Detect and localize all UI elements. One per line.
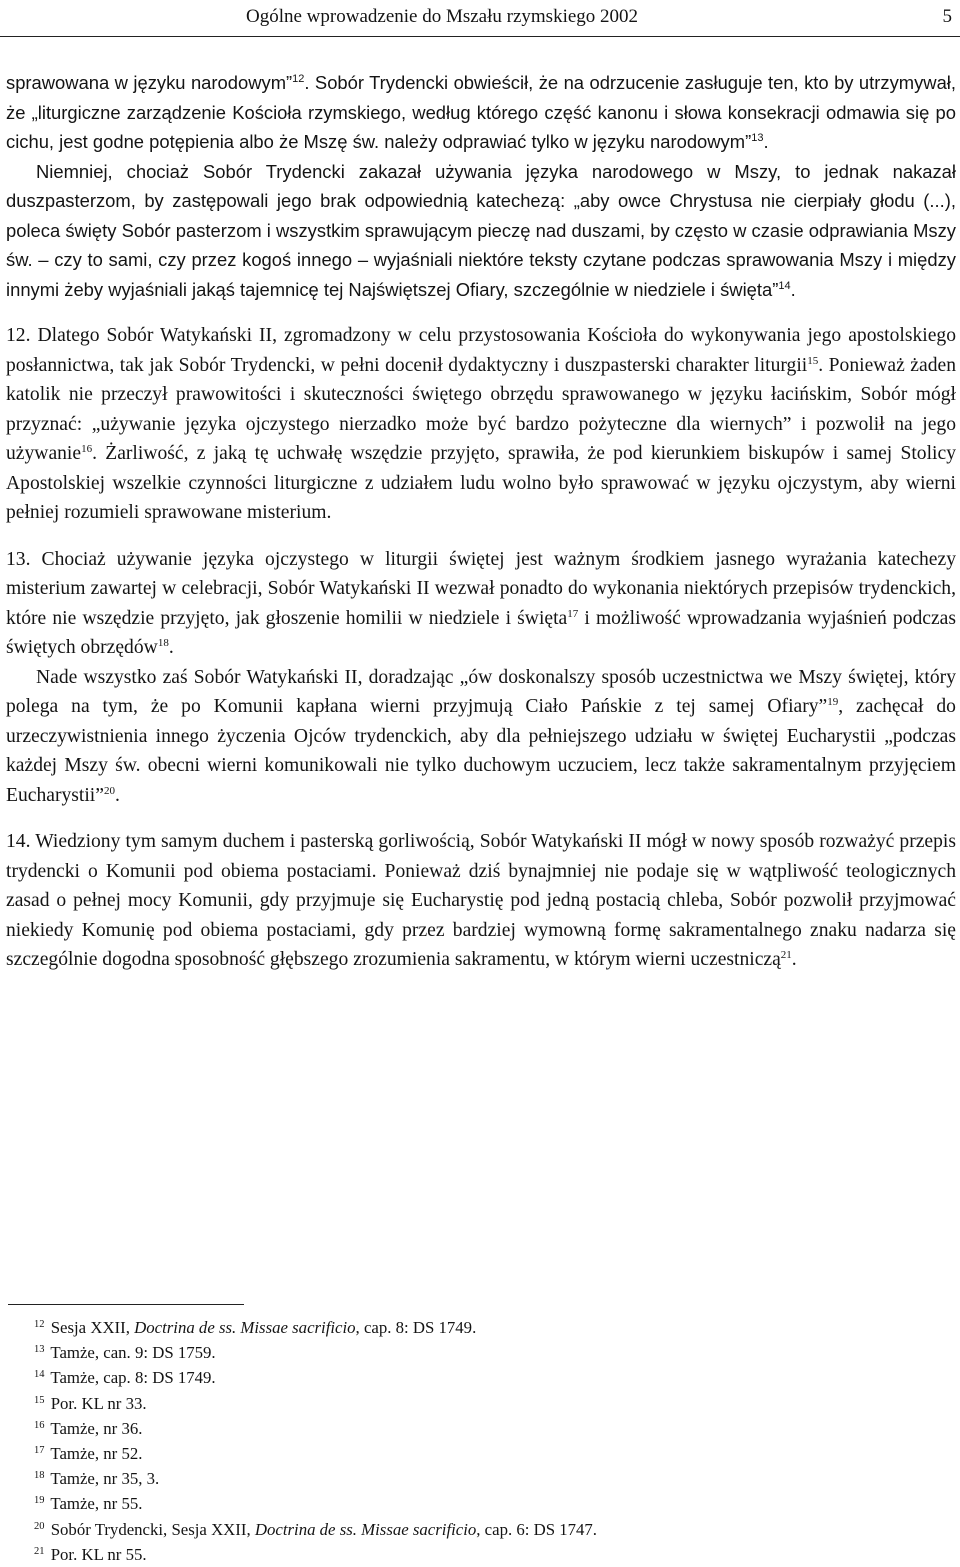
- footnote: [8, 1517, 948, 1542]
- footnote-text: Tamże, nr 55.: [50, 1494, 143, 1514]
- footnote-ref: 12: [292, 73, 305, 85]
- footnote-number: 20: [34, 1520, 45, 1532]
- footnote-number: 18: [34, 1470, 45, 1482]
- paragraph-12: [6, 321, 956, 528]
- footnote-ref: 15: [807, 354, 819, 367]
- footnote-number: 15: [34, 1394, 45, 1406]
- text: .: [790, 278, 796, 300]
- footnote-number: 17: [34, 1445, 45, 1457]
- text: 12. Dlatego Sobór Watykański II, zgromadzony w celu przystosowania Kościoła do wykonywania jego apostolskiego posłannictwa, tak jak Sobór Trydencki, w pełni docenił dydaktyczny i duszpasterski charakter liturgii: [6, 325, 956, 376]
- footnote-number: 14: [34, 1369, 45, 1381]
- footnote-number: 16: [34, 1419, 45, 1431]
- footnote-text: Tamże, nr 52.: [50, 1444, 143, 1464]
- footnote-ref: 20: [103, 784, 115, 797]
- footnote-number: 13: [34, 1344, 45, 1356]
- footnote-text: , cap. 8: DS 1749.: [355, 1318, 477, 1337]
- page-number: 5: [942, 6, 952, 27]
- text: .: [114, 784, 120, 806]
- footnote-text: Tamże, can. 9: DS 1759.: [50, 1343, 216, 1363]
- paragraph: [6, 157, 956, 305]
- footnote-text: , cap. 6: DS 1747.: [476, 1519, 598, 1539]
- text: sprawowana w języku narodowym”: [6, 72, 293, 93]
- footnote-ref: 17: [567, 607, 579, 620]
- text: i możliwość wprowadzania wyjaśnień podczas świętych obrzędów: [6, 607, 957, 658]
- text: , zachęcał do urzeczywistnienia innego życzenia Ojców trydenckich, aby dla pełniejszego udziału w świętej Eucharystii „podczas każdej Mszy św. obecni wierni komunikowali nie tylko duchowym uczuciem, lecz także sakramentalnym przyjęciem Eucharystii”: [6, 696, 956, 806]
- footnote-ref: 19: [827, 696, 839, 708]
- footnote-text: Por. KL nr 55.: [50, 1544, 147, 1564]
- footnote-ref: 18: [157, 637, 169, 649]
- text: . Żarliwość, z jaką tę uchwałę wszędzie przyjęto, sprawiła, że pod kierunkiem biskupów i samej Stolicy Apostolskiej wszelkie czynności liturgiczne z udziałem ludu wolno było sprawować w języku ojczystym, aby wierni pełniej rozumieli sprawowane misterium.: [6, 443, 956, 523]
- footnote-ref: 21: [780, 949, 792, 961]
- footnote-title: Doctrina de ss. Missae sacrificio: [254, 1519, 477, 1539]
- footnote: [8, 1542, 948, 1567]
- footnote-text: Tamże, nr 35, 3.: [50, 1469, 160, 1489]
- footnote-ref: 16: [81, 443, 93, 455]
- main-text: [6, 68, 956, 975]
- footnote-ref: 14: [778, 279, 791, 292]
- text: .: [763, 131, 769, 152]
- text: 14. Wiedziony tym samym duchem i pasterską gorliwością, Sobór Watykański II mógł w nowy sposób rozważyć przepis trydencki o Komunii pod obiema postaciami. Ponieważ dziś bynajmniej nie podaje się w wątpliwość teologicznych zasad o pełnej mocy Komunii, gdy przyjmuje się Eucharystię pod jedną postacią chleba, Sobór pozwolił przyjmować niekiedy Komunię pod obiema postaciami, gdy przez bardziej wymowną formę sakramentalnego znaku nadarza się szczególnie dogodna sposobność głębszego zrozumienia sakramentu, w którym wierni uczestniczą: [6, 831, 956, 970]
- paragraph-13: [6, 545, 956, 663]
- footnote: [8, 1315, 948, 1340]
- footnote-number: 19: [34, 1495, 45, 1507]
- footnote: [8, 1491, 948, 1516]
- text: 13. Chociaż używanie języka ojczystego w liturgii świętej jest ważnym środkiem jasnego wyrażania katechezy misterium zawartej w celebracji, Sobór Watykański II wezwał ponadto do wykonania niektórych przepisów trydenckich, które nie wszędzie przyjęto, jak głoszenie homilii w niedziele i święta: [6, 548, 956, 629]
- running-title: Ogólne wprowadzenie do Mszału rzymskiego 2002: [246, 6, 639, 27]
- text: Nade wszystko zaś Sobór Watykański II, doradzając „ów doskonalszy sposób uczestnictwa we Mszy świętej, który polega na tym, że po Komunii kapłana wierni przyjmują Ciało Pańskie z tej samej Ofiary”: [6, 666, 956, 717]
- footnote-text: Tamże, cap. 8: DS 1749.: [50, 1368, 216, 1388]
- text: . Ponieważ żaden katolik nie przeczył prawowitości i skuteczności świętego obrzędu sprawowanego w języku łacińskim, Sobór mógł przyznać: „używanie języka ojczystego nierzadko może być bardzo pożyteczne dla wiernych” i pozwolił na jego używanie: [6, 354, 956, 464]
- text: .: [791, 949, 797, 970]
- footnote: [8, 1441, 948, 1466]
- footnote-text: Sobór Trydencki, Sesja XXII,: [50, 1519, 255, 1539]
- paragraph-14: [6, 827, 956, 975]
- footnote-number: 21: [34, 1545, 45, 1557]
- footnote-text: Sesja XXII,: [50, 1318, 135, 1337]
- text: .: [168, 637, 174, 658]
- paragraph: [6, 663, 956, 811]
- footnote-ref: 13: [751, 132, 764, 144]
- paragraph-continued: [6, 68, 956, 157]
- footnotes: [8, 1315, 948, 1567]
- footnote-text: Tamże, nr 36.: [50, 1418, 143, 1438]
- page-header: [0, 0, 960, 37]
- text: Niemniej, chociaż Sobór Trydencki zakazał używania języka narodowego w Mszy, to jednak nakazał duszpasterzom, by zastępowali jego brak odpowiednią katechezą: „aby owce Chrystusa nie cierpiały głodu (...), poleca święty Sobór pasterzom i wszystkim sprawującym pieczę nad duszami, by często w czasie odprawiania Mszy św. – czy to sami, czy przez kogoś innego – wyjaśniali niektóre teksty czytane podczas sprawowania Mszy i między innymi żeby wyjaśniali jakąś tajemnicę tej Najświętszej Ofiary, szczególnie w niedziele i święta”: [6, 160, 956, 300]
- text: . Sobór Trydencki obwieścił, że na odrzucenie zasługuje ten, kto by utrzymywał, że „liturgiczne zarządzenie Kościoła rzymskiego, według którego część kanonu i słowa konsekracji odmawia się po cichu, jest godne potępienia albo że Mszę św. należy odprawiać tylko w języku narodowym”: [6, 72, 956, 152]
- footnote: [8, 1340, 948, 1365]
- footnote: [8, 1365, 948, 1390]
- footnote-number: 12: [34, 1319, 45, 1330]
- footnote: [8, 1391, 948, 1416]
- footnote: [8, 1416, 948, 1441]
- footnote-title: Doctrina de ss. Missae sacrificio: [134, 1318, 356, 1337]
- footnote: [8, 1466, 948, 1491]
- footnote-text: Por. KL nr 33.: [50, 1393, 147, 1413]
- footnote-divider: [8, 1304, 244, 1305]
